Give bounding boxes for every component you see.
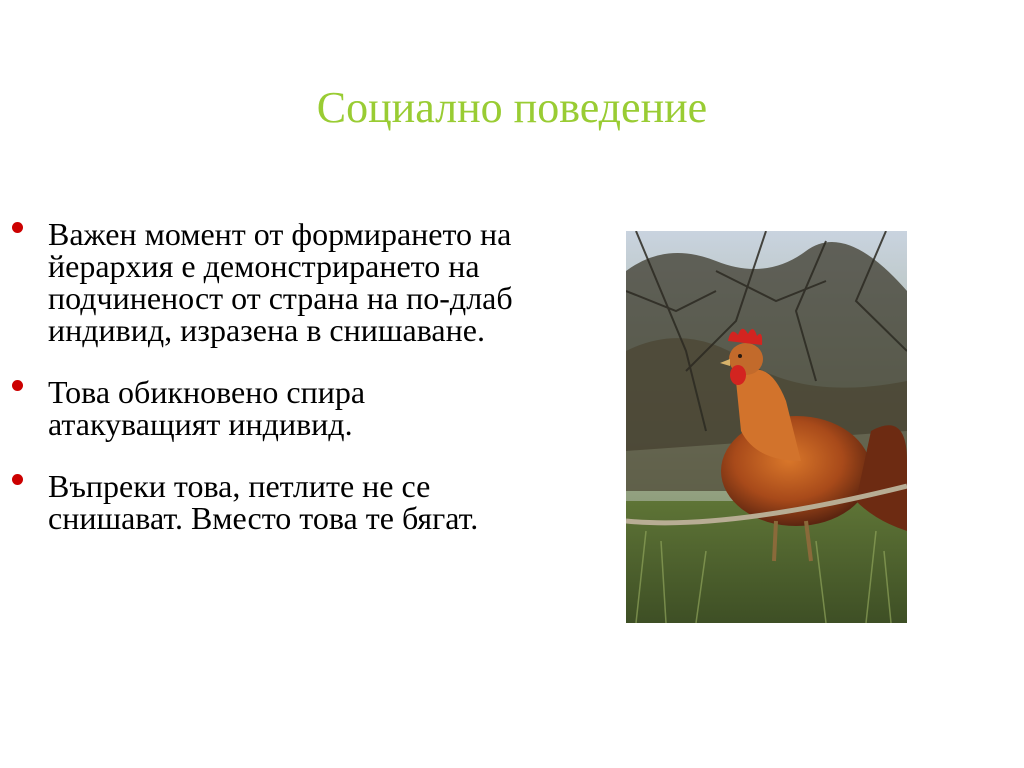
bullet-text: Това обикновено спира атакуващият индивид. (48, 374, 366, 442)
bullet-text: Въпреки това, петлите не се снишават. Вместо това те бягат. (48, 468, 479, 536)
bullet-item (10, 470, 528, 534)
bullet-marker-icon (12, 222, 23, 233)
bullet-item (10, 218, 523, 346)
bullet-text: Важен момент от формирането на йерархия е демонстрирането на подчиненост от страна на по-длаб индивид, изразена в снишаване. (48, 216, 513, 348)
bullet-marker-icon (12, 380, 23, 391)
bullet-item (10, 376, 408, 440)
slide-title: Социално поведение (316, 83, 708, 132)
rooster-photo (626, 231, 907, 623)
bullet-marker-icon (12, 474, 23, 485)
bullet-list (10, 218, 570, 564)
